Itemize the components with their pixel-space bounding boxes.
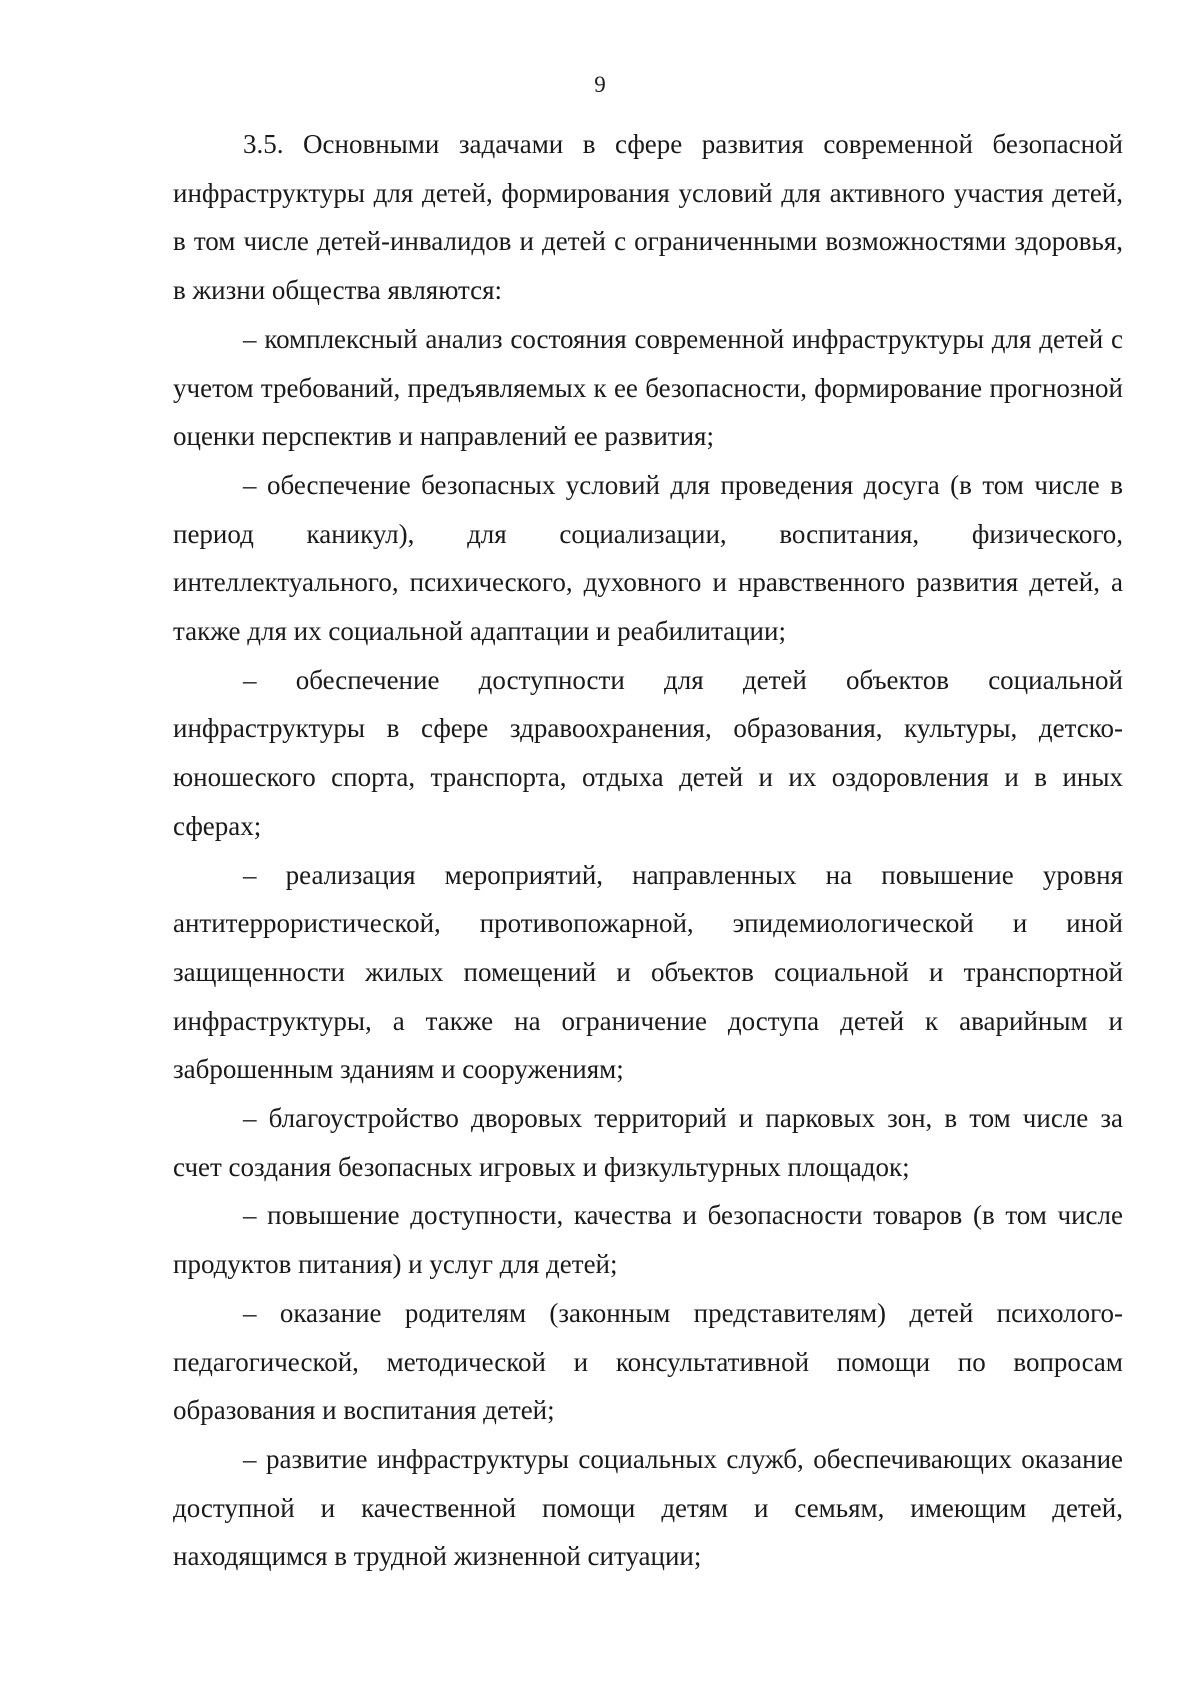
list-item: – развитие инфраструктуры социальных служб, обеспечивающих оказание доступной и качественной помощи детям и семьям, имеющим детей, находящимся в трудной жизненной ситуации; bbox=[173, 1443, 1123, 1572]
list-item: – реализация мероприятий, направленных на повышение уровня антитеррористической, противопожарной, эпидемиологической и иной защищенности жилых помещений и объектов социальной и транспортной инфраструктуры, а также на ограничение доступа детей к аварийным и заброшенным зданиям и сооружениям; bbox=[173, 859, 1123, 1085]
page-number: 9 bbox=[594, 72, 606, 97]
list-item: – обеспечение безопасных условий для проведения досуга (в том числе в период каникул), для социализации, воспитания, физического, интеллектуального, психического, духовного и нравственного развития детей, а также для их социальной адаптации и реабилитации; bbox=[173, 469, 1123, 647]
document-body bbox=[173, 120, 1123, 1581]
list-item: – оказание родителям (законным представителям) детей психолого-педагогической, методической и консультативной помощи по вопросам образования и воспитания детей; bbox=[173, 1297, 1123, 1426]
list-item: – повышение доступности, качества и безопасности товаров (в том числе продуктов питания) и услуг для детей; bbox=[173, 1200, 1123, 1280]
paragraph-intro: 3.5. Основными задачами в сфере развития современной безопасной инфраструктуры для детей, формирования условий для активного участия детей, в том числе детей-инвалидов и детей с ограниченными возможностями здоровья, в жизни общества являются: bbox=[173, 129, 1123, 306]
list-item: – комплексный анализ состояния современной инфраструктуры для детей с учетом требований, предъявляемых к ее безопасности, формирование прогнозной оценки перспектив и направлений ее развития; bbox=[173, 323, 1123, 452]
list-item: – обеспечение доступности для детей объектов социальной инфраструктуры в сфере здравоохранения, образования, культуры, детско-юношеского спорта, транспорта, отдыха детей и их оздоровления и в иных сферах; bbox=[173, 664, 1123, 841]
list-item: – благоустройство дворовых территорий и парковых зон, в том числе за счет создания безопасных игровых и физкультурных площадок; bbox=[173, 1103, 1123, 1182]
